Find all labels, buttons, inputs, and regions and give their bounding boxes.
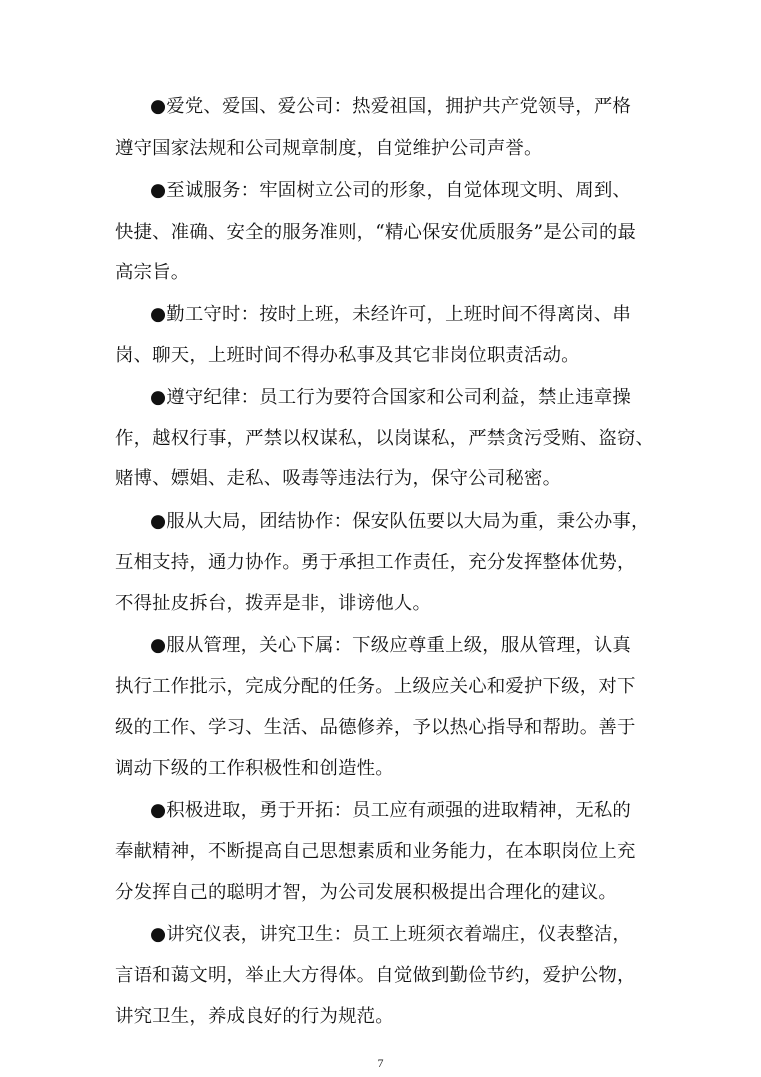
paragraph-4-line-3: 赌博、嫖娼、走私、吸毒等违法行为，保守公司秘密。 — [115, 468, 562, 489]
paragraph-5-line-2: 互相支持，通力协作。勇于承担工作责任，充分发挥整体优势， — [115, 552, 636, 573]
paragraph-5-line-1: ●服从大局，团结协作：保安队伍要以大局为重，秉公办事， — [150, 511, 650, 532]
paragraph-8-line-2: 言语和蔼文明，举止大方得体。自觉做到勤俭节约，爱护公物， — [115, 965, 636, 986]
paragraph-8-line-3: 讲究卫生，养成良好的行为规范。 — [115, 1006, 394, 1027]
paragraph-1-line-2: 遵守国家法规和公司规章制度，自觉维护公司声誉。 — [115, 138, 543, 159]
paragraph-1-line-1: ●爱党、爱国、爱公司：热爱祖国，拥护共产党领导，严格 — [150, 96, 632, 117]
paragraph-6-line-2: 执行工作批示，完成分配的任务。上级应关心和爱护下级，对下 — [115, 676, 636, 697]
paragraph-5-line-3: 不得扯皮拆台，拨弄是非，诽谤他人。 — [115, 593, 432, 614]
paragraph-7-line-2: 奉献精神，不断提高自己思想素质和业务能力，在本职岗位上充 — [115, 841, 636, 862]
paragraph-4-line-2: 作，越权行事，严禁以权谋私，以岗谋私，严禁贪污受贿、盗窃、 — [115, 428, 655, 449]
paragraph-8-line-1: ●讲究仪表，讲究卫生：员工上班须衣着端庄，仪表整洁， — [150, 924, 632, 945]
paragraph-7-line-1: ●积极进取，勇于开拓：员工应有顽强的进取精神，无私的 — [150, 800, 632, 821]
paragraph-2-line-2: 快捷、准确、安全的服务准则，“精心保安优质服务”是公司的最 — [115, 222, 637, 243]
paragraph-6-line-1: ●服从管理，关心下属：下级应尊重上级，服从管理，认真 — [150, 635, 632, 656]
paragraph-4-line-1: ●遵守纪律：员工行为要符合国家和公司利益，禁止违章操 — [150, 387, 632, 408]
page-number: 7 — [377, 1056, 384, 1070]
paragraph-7-line-3: 分发挥自己的聪明才智，为公司发展积极提出合理化的建议。 — [115, 882, 617, 903]
paragraph-6-line-4: 调动下级的工作积极性和创造性。 — [115, 758, 394, 779]
paragraph-3-line-1: ●勤工守时：按时上班，未经许可，上班时间不得离岗、串 — [150, 304, 632, 325]
paragraph-3-line-2: 岗、聊天，上班时间不得办私事及其它非岗位职责活动。 — [115, 345, 580, 366]
paragraph-2-line-1: ●至诚服务：牢固树立公司的形象，自觉体现文明、周到、 — [150, 180, 632, 201]
paragraph-2-line-3: 高宗旨。 — [115, 262, 190, 283]
paragraph-6-line-3: 级的工作、学习、生活、品德修养，予以热心指导和帮助。善于 — [115, 717, 636, 738]
